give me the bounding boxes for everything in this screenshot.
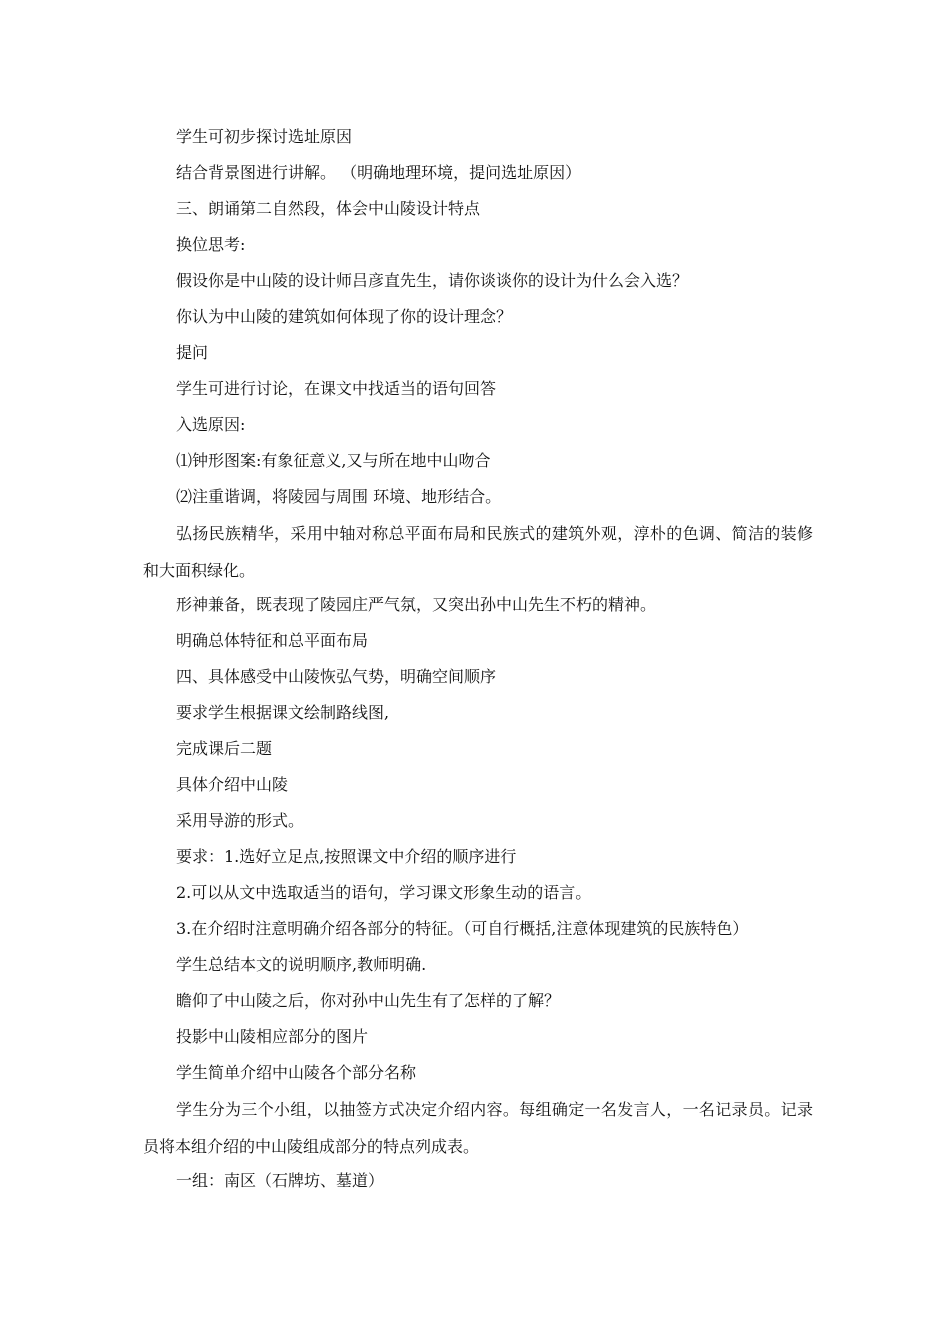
text-line: 一组：南区（石牌坊、墓道）	[176, 1171, 385, 1190]
text-line: 具体介绍中山陵	[176, 775, 289, 794]
list-item: ⑵注重谐调，将陵园与周围 环境、地形结合。	[176, 487, 502, 506]
text-line: 采用导游的形式。	[176, 811, 305, 830]
text-line: 要求学生根据课文绘制路线图,	[176, 703, 390, 722]
text-line: 换位思考:	[176, 235, 246, 254]
text-line: 学生可初步探讨选址原因	[176, 127, 353, 146]
text-line: 学生简单介绍中山陵各个部分名称	[176, 1063, 417, 1082]
list-item: 2.可以从文中选取适当的语句，学习课文形象生动的语言。	[176, 883, 592, 902]
text-line: 学生可进行讨论，在课文中找适当的语句回答	[176, 379, 497, 398]
section-heading: 四、具体感受中山陵恢弘气势，明确空间顺序	[176, 667, 497, 686]
list-item: ⑴钟形图案:有象征意义,又与所在地中山吻合	[176, 451, 491, 470]
paragraph: 学生分为三个小组，以抽签方式决定介绍内容。每组确定一名发言人，一名记录员。记录员将本组介绍的中山陵组成部分的特点列成表。	[143, 1100, 813, 1156]
text-line: 完成课后二题	[176, 739, 273, 758]
section-heading: 三、朗诵第二自然段，体会中山陵设计特点	[176, 199, 481, 218]
text-line: 学生总结本文的说明顺序,教师明确.	[176, 955, 427, 974]
text-line: 入选原因:	[176, 415, 246, 434]
text-line: 提问	[176, 343, 209, 362]
text-line: 投影中山陵相应部分的图片	[176, 1027, 369, 1046]
document-body	[143, 124, 813, 1204]
text-line: 假设你是中山陵的设计师吕彦直先生，请你谈谈你的设计为什么会入选？	[176, 271, 689, 290]
text-line: 瞻仰了中山陵之后，你对孙中山先生有了怎样的了解？	[176, 991, 561, 1010]
text-line: 明确总体特征和总平面布局	[176, 631, 369, 650]
list-item: 3.在介绍时注意明确介绍各部分的特征。（可自行概括,注意体现建筑的民族特色）	[176, 919, 749, 938]
text-line: 你认为中山陵的建筑如何体现了你的设计理念？	[176, 307, 513, 326]
paragraph: 弘扬民族精华，采用中轴对称总平面布局和民族式的建筑外观，淳朴的色调、简洁的装修和大面积绿化。	[143, 524, 813, 580]
text-line: 形神兼备，既表现了陵园庄严气氛，又突出孙中山先生不朽的精神。	[176, 595, 657, 614]
text-line: 要求：1.选好立足点,按照课文中介绍的顺序进行	[176, 847, 517, 866]
text-line: 结合背景图进行讲解。 （明确地理环境，提问选址原因）	[176, 163, 582, 182]
